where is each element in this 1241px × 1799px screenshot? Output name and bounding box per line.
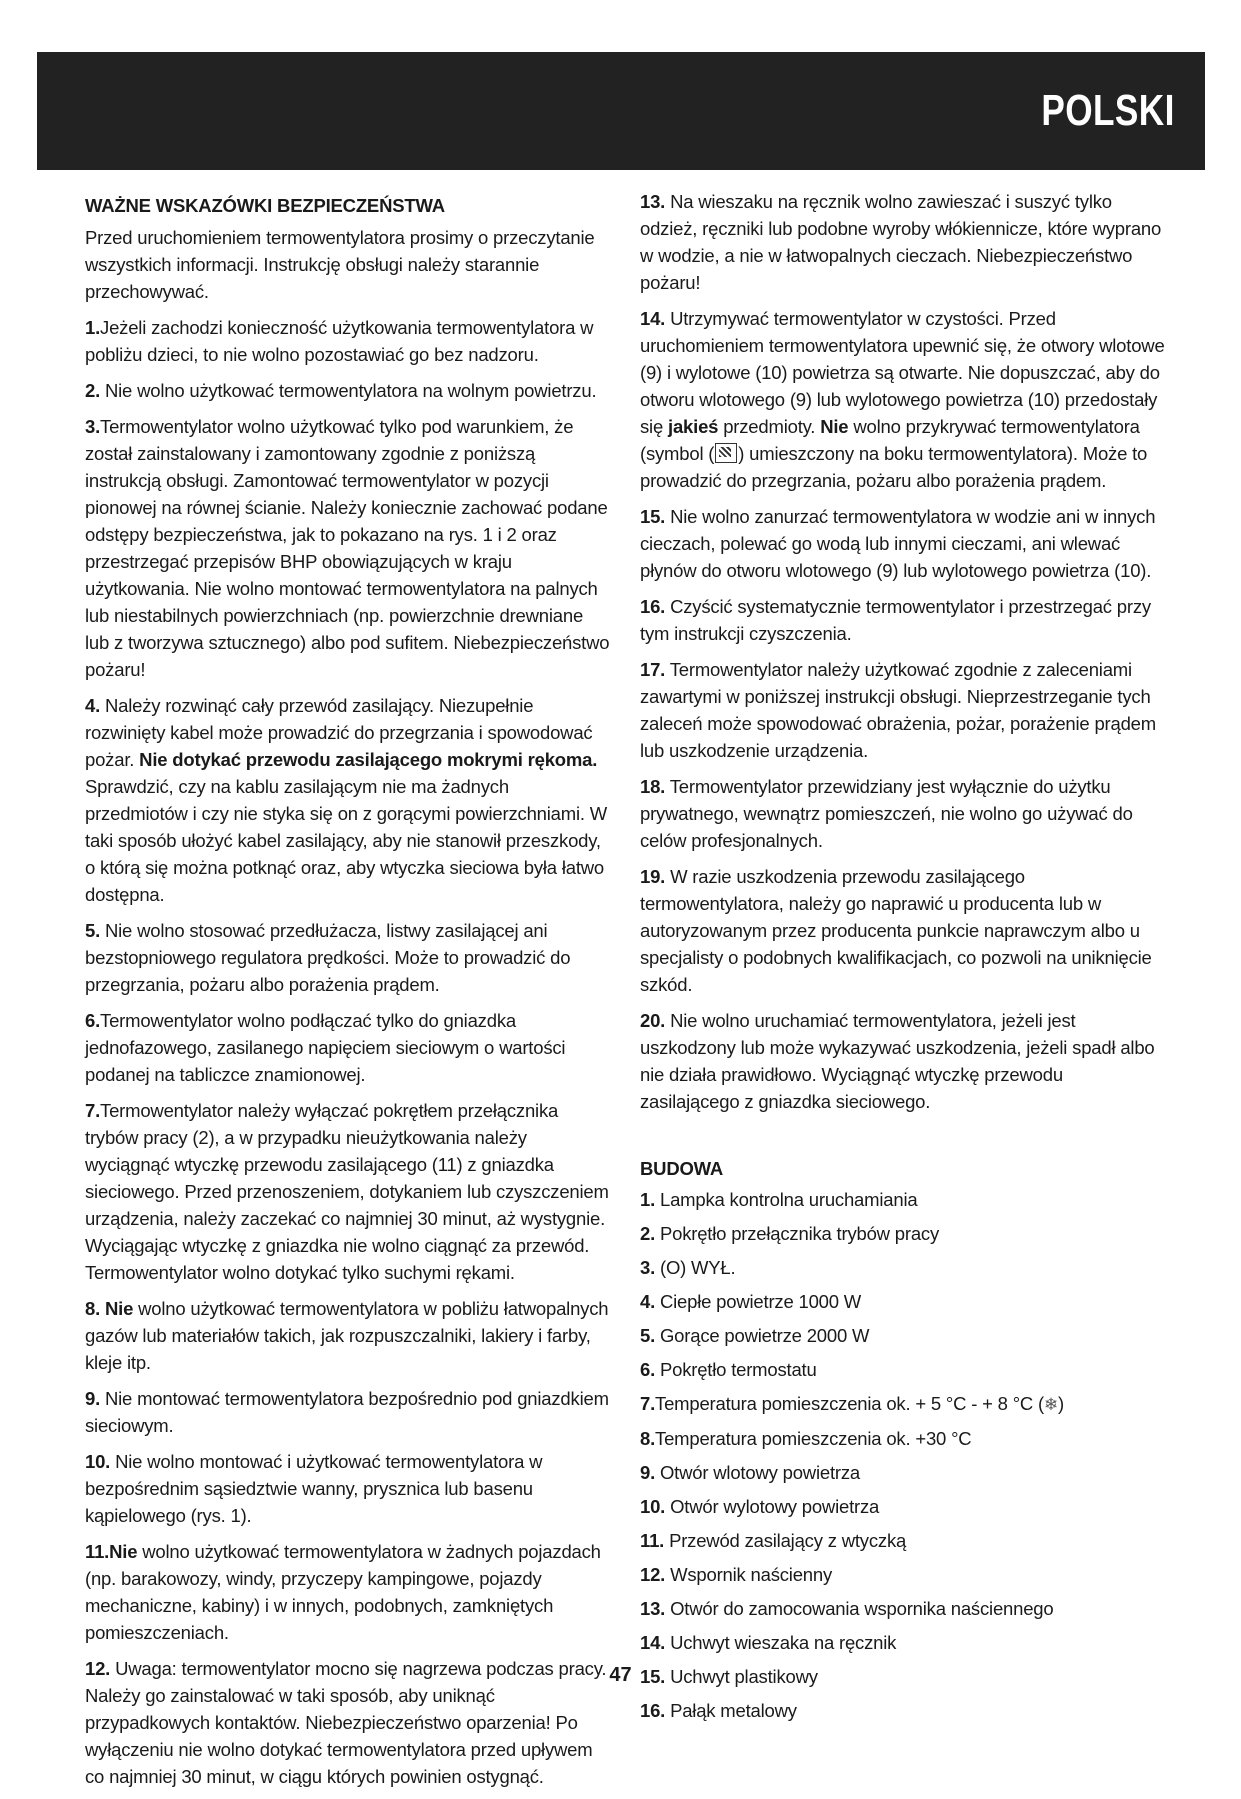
intro-paragraph: Przed uruchomieniem termowentylatora prosimy o przeczytanie wszystkich informacji. Instrukcję obsługi należy starannie przechowywać.: [85, 227, 595, 302]
right-column: [640, 188, 1165, 1732]
safety-item-15: 15. Nie wolno zanurzać termowentylatora w wodzie ani w innych cieczach, polewać go wodą lub innymi cieczami, ani wlewać płynów do otworu wlotowego (9) lub wylotowego powietrza (10).: [640, 506, 1156, 581]
safety-item-9: 9. Nie montować termowentylatora bezpośrednio pod gniazdkiem sieciowym.: [85, 1388, 609, 1436]
part-item: 1. Lampka kontrolna uruchamiania: [640, 1189, 918, 1210]
part-item: 12. Wspornik naścienny: [640, 1564, 833, 1585]
part-item: 8.Temperatura pomieszczenia ok. +30 °C: [640, 1428, 972, 1449]
safety-item-12: 12. Uwaga: termowentylator mocno się nagrzewa podczas pracy. Należy go zainstalować w taki sposób, aby uniknąć przypadkowych kontaktów. Niebezpieczeństwo oparzenia! Po wyłączeniu nie wolno dotykać termowentylatora przed upływem co najmniej 30 minut, w ciągu których powinien ostygnąć.: [85, 1658, 607, 1787]
part-item: 9. Otwór wlotowy powietrza: [640, 1462, 860, 1483]
safety-item-2: 2. Nie wolno użytkować termowentylatora na wolnym powietrzu.: [85, 380, 597, 401]
part-item: 2. Pokrętło przełącznika trybów pracy: [640, 1223, 940, 1244]
safety-item-7: 7.Termowentylator należy wyłączać pokrętłem przełącznika trybów pracy (2), a w przypadku nieużytkowania należy wyciągnąć wtyczkę przewodu zasilającego (11) z gniazdka sieciowego. Przed przenoszeniem, dotykaniem lub czyszczeniem urządzenia, należy zaczekać co najmniej 30 minut, aż wystygnie. Wyciągając wtyczkę z gniazdka nie wolno ciągnąć za przewód. Termowentylator wolno dotykać tylko suchymi rękami.: [85, 1100, 609, 1283]
parts-list: [640, 1187, 1165, 1724]
part-item: 10. Otwór wylotowy powietrza: [640, 1496, 880, 1517]
part-item: 14. Uchwyt wieszaka na ręcznik: [640, 1632, 897, 1653]
part-item: 6. Pokrętło termostatu: [640, 1359, 817, 1380]
safety-item-5: 5. Nie wolno stosować przedłużacza, listwy zasilającej ani bezstopniowego regulatora prędkości. Może to prowadzić do przegrzania, pożaru albo porażenia prądem.: [85, 920, 571, 995]
safety-item-11: 11.Nie wolno użytkować termowentylatora w żadnych pojazdach (np. barakowozy, windy, przyczepy kampingowe, pojazdy mechaniczne, kabiny) i w innych, podobnych, zamkniętych pomieszczeniach.: [85, 1541, 601, 1643]
section-title-safety: WAŻNE WSKAZÓWKI BEZPIECZEŃSTWA: [85, 195, 445, 216]
part-item: 13. Otwór do zamocowania wspornika naściennego: [640, 1598, 1054, 1619]
safety-item-16: 16. Czyścić systematycznie termowentylator i przestrzegać przy tym instrukcji czyszczenia.: [640, 596, 1151, 644]
page-number: 47: [609, 1664, 632, 1686]
part-item: 16. Pałąk metalowy: [640, 1700, 797, 1721]
safety-item-1: 1.Jeżeli zachodzi konieczność użytkowania termowentylatora w pobliżu dzieci, to nie wolno pozostawiać go bez nadzoru.: [85, 317, 594, 365]
left-column: [85, 188, 610, 1799]
header-band: [37, 52, 1205, 170]
safety-item-4: 4. Należy rozwinąć cały przewód zasilający. Niezupełnie rozwinięty kabel może prowadzić do przegrzania i spowodować pożar. Nie dotykać przewodu zasilającego mokrymi rękoma. Sprawdzić, czy na kablu zasilającym nie ma żadnych przedmiotów i czy nie styka się on z gorącymi powierzchniami. W taki sposób ułożyć kabel zasilający, aby nie stanowił przeszkody, o którą się można potknąć oraz, aby wtyczka sieciowa była łatwo dostępna.: [85, 695, 608, 905]
safety-item-17: 17. Termowentylator należy użytkować zgodnie z zaleceniami zawartymi w poniższej instrukcji obsługi. Nieprzestrzeganie tych zaleceń może spowodować obrażenia, pożar, porażenie prądem lub uszkodzenie urządzenia.: [640, 659, 1156, 761]
safety-item-6: 6.Termowentylator wolno podłączać tylko do gniazdka jednofazowego, zasilanego napięciem sieciowym o wartości podanej na tabliczce znamionowej.: [85, 1010, 566, 1085]
safety-item-20: 20. Nie wolno uruchamiać termowentylatora, jeżeli jest uszkodzony lub może wykazywać uszkodzenia, jeżeli spadł albo nie działa prawidłowo. Wyciągnąć wtyczkę przewodu zasilającego z gniazdka sieciowego.: [640, 1010, 1155, 1112]
safety-item-19: 19. W razie uszkodzenia przewodu zasilającego termowentylatora, należy go naprawić u producenta lub w autoryzowanym przez producenta punkcie naprawczym albo u specjalisty o podobnych kwalifikacjach, co pozwoli na uniknięcie szkód.: [640, 866, 1152, 995]
do-not-cover-icon: [715, 443, 737, 463]
snowflake-icon: ❄: [1043, 1395, 1058, 1414]
safety-item-3: 3.Termowentylator wolno użytkować tylko pod warunkiem, że został zainstalowany i zamontowany zgodnie z poniższą instrukcją obsługi. Zamontować termowentylator w pozycji pionowej na równej ścianie. Należy koniecznie zachować podane odstępy bezpieczeństwa, jak to pokazano na rys. 1 i 2 oraz przestrzegać przepisów BHP obowiązujących w kraju użytkowania. Nie wolno montować termowentylatora na palnych lub niestabilnych powierzchniach (np. powierzchnie drewniane lub z tworzywa sztucznego) albo pod sufitem. Niebezpieczeństwo pożaru!: [85, 416, 610, 680]
safety-item-10: 10. Nie wolno montować i użytkować termowentylatora w bezpośrednim sąsiedztwie wanny, prysznica lub basenu kąpielowego (rys. 1).: [85, 1451, 543, 1526]
language-title: POLSKI: [1041, 86, 1175, 135]
part-item: 5. Gorące powietrze 2000 W: [640, 1325, 870, 1346]
part-item: 15. Uchwyt plastikowy: [640, 1666, 818, 1687]
part-item: 11. Przewód zasilający z wtyczką: [640, 1530, 907, 1551]
safety-item-14: 14. Utrzymywać termowentylator w czystości. Przed uruchomieniem termowentylatora upewnić się, że otwory wlotowe (9) i wylotowe (10) powietrza są otwarte. Nie dopuszczać, aby do otworu wlotowego (9) lub wylotowego powietrza (10) przedostały się jakieś przedmioty. Nie wolno przykrywać termowentylatora (symbol ( ) umieszczony na boku termowentylatora). Może to prowadzić do przegrzania, pożaru albo porażenia prądem.: [640, 308, 1165, 491]
safety-item-18: 18. Termowentylator przewidziany jest wyłącznie do użytku prywatnego, wewnątrz pomieszczeń, nie wolno go używać do celów profesjonalnych.: [640, 776, 1133, 851]
part-item: 7.Temperatura pomieszczenia ok. + 5 °C - + 8 °C (❄): [640, 1393, 1064, 1414]
safety-item-8: 8. Nie wolno użytkować termowentylatora w pobliżu łatwopalnych gazów lub materiałów takich, jak rozpuszczalniki, lakiery i farby, kleje itp.: [85, 1298, 609, 1373]
part-item: 4. Ciepłe powietrze 1000 W: [640, 1291, 862, 1312]
safety-item-13: 13. Na wieszaku na ręcznik wolno zawieszać i suszyć tylko odzież, ręczniki lub podobne wyroby włókiennicze, które wyprano w wodzie, a nie w łatwopalnych cieczach. Niebezpieczeństwo pożaru!: [640, 191, 1162, 293]
part-item: 3. (O) WYŁ.: [640, 1257, 736, 1278]
section-title-budowa: BUDOWA: [640, 1158, 724, 1179]
